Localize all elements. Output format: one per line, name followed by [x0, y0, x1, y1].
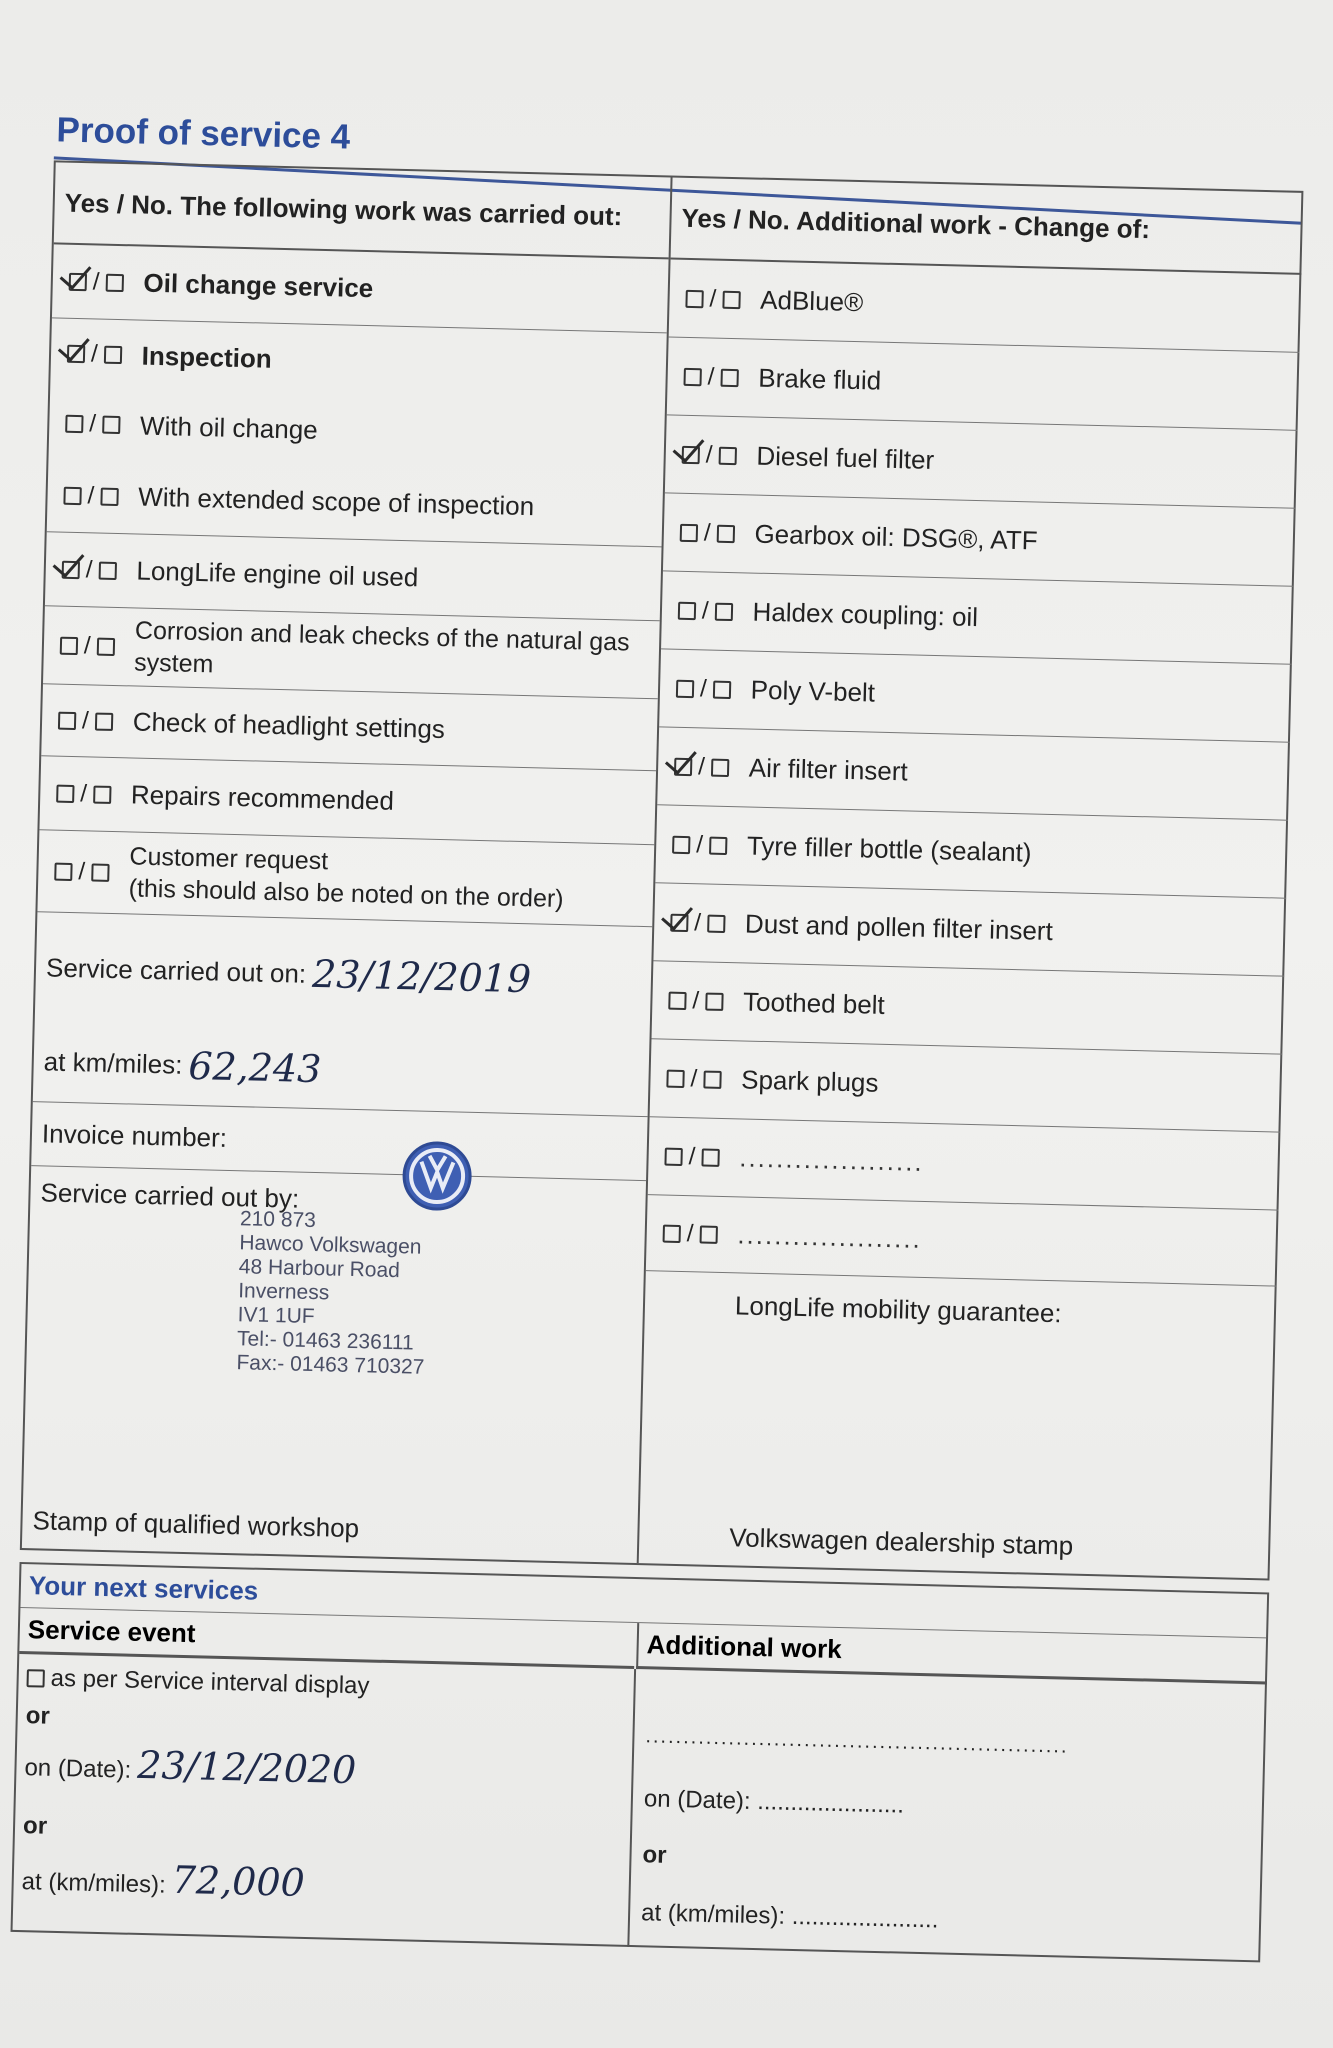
no-checkbox[interactable]: [91, 863, 109, 881]
yes-no-checkbox[interactable]: /: [658, 1142, 725, 1172]
mobility-guarantee-label: LongLife mobility guarantee:: [734, 1290, 1062, 1329]
dealership-stamp-row: [639, 1507, 1271, 1578]
yes-no-checkbox[interactable]: /: [63, 267, 130, 297]
item-label: Inspection: [141, 340, 273, 374]
item-label: Gearbox oil: DSG®, ATF: [754, 518, 1038, 556]
yes-no-checkbox[interactable]: /: [52, 706, 119, 736]
item-label: With oil change: [139, 410, 319, 445]
item-label: Dust and pollen filter insert: [744, 908, 1054, 947]
yes-no-checkbox[interactable]: /: [674, 518, 741, 548]
item-label: Spark plugs: [740, 1064, 879, 1099]
no-checkbox[interactable]: [714, 602, 732, 620]
stamp-line: 210 873: [239, 1207, 317, 1233]
no-checkbox[interactable]: [104, 346, 122, 364]
yes-checkbox[interactable]: [676, 679, 694, 697]
service-sheet: [0, 70, 1310, 2000]
next-services-title: Your next services: [20, 1564, 1267, 1638]
no-checkbox[interactable]: [713, 680, 731, 698]
item-label: Tyre filler bottle (sealant): [746, 830, 1032, 868]
item-label: [128, 842, 564, 915]
no-checkbox[interactable]: [699, 1225, 717, 1243]
yes-checkbox[interactable]: [680, 523, 698, 541]
next-column-divider: [627, 1669, 636, 1947]
yes-checkbox[interactable]: [58, 711, 76, 729]
item-label: Poly V-belt: [750, 674, 876, 708]
stamp-line: Hawco Volkswagen: [239, 1231, 422, 1259]
yes-checkbox[interactable]: [678, 601, 696, 619]
yes-checkbox[interactable]: [69, 272, 87, 290]
item-label: Brake fluid: [757, 362, 882, 396]
interval-option[interactable]: [26, 1664, 369, 1700]
no-checkbox[interactable]: [716, 524, 734, 542]
yes-no-checkbox[interactable]: /: [54, 631, 121, 661]
no-checkbox[interactable]: [102, 416, 120, 434]
stamp-line: Inverness: [237, 1279, 330, 1305]
no-checkbox[interactable]: [98, 561, 116, 579]
service-date-value[interactable]: 23/12/2019: [311, 951, 532, 1002]
item-label: Oil change service: [143, 267, 374, 304]
blank-entry-line[interactable]: ....................: [738, 1142, 925, 1178]
yes-checkbox[interactable]: [682, 445, 700, 463]
vw-logo-icon: [400, 1139, 474, 1213]
next-km-field[interactable]: [21, 1854, 305, 1905]
yes-no-checkbox[interactable]: /: [48, 857, 115, 887]
no-checkbox[interactable]: [93, 785, 111, 803]
next-date-field[interactable]: [24, 1740, 357, 1792]
yes-checkbox[interactable]: [663, 1224, 681, 1242]
item-label: Diesel fuel filter: [756, 440, 935, 476]
yes-no-checkbox[interactable]: /: [50, 779, 117, 809]
yes-no-checkbox[interactable]: /: [670, 674, 737, 704]
item-label: Toothed belt: [742, 986, 886, 1021]
item-label: With extended scope of inspection: [137, 481, 535, 522]
item-label: Check of headlight settings: [132, 706, 446, 745]
workshop-stamp-label: Stamp of qualified workshop: [32, 1505, 360, 1543]
yes-checkbox[interactable]: [685, 289, 703, 307]
yes-no-checkbox[interactable]: /: [672, 596, 739, 626]
or-label: or: [25, 1702, 51, 1730]
right-column-header: Yes / No. Additional work - Change of:: [671, 177, 1304, 274]
or-label: or: [642, 1841, 667, 1869]
no-checkbox[interactable]: [95, 712, 113, 730]
no-checkbox[interactable]: [701, 1148, 719, 1166]
yes-checkbox[interactable]: [60, 636, 78, 654]
left-row-corrosion-check[interactable]: [43, 606, 660, 699]
blank-entry-line[interactable]: ....................: [737, 1219, 923, 1255]
km-value[interactable]: 62,243: [187, 1043, 322, 1091]
no-checkbox[interactable]: [105, 273, 123, 291]
item-label: Haldex coupling: oil: [752, 596, 979, 633]
interval-checkbox[interactable]: [26, 1669, 44, 1687]
yes-checkbox[interactable]: [670, 913, 688, 931]
invoice-label: Invoice number:: [41, 1118, 228, 1154]
service-date-row: [35, 912, 653, 1037]
yes-checkbox[interactable]: [668, 991, 686, 1009]
dealership-stamp-label: Volkswagen dealership stamp: [728, 1522, 1074, 1561]
yes-checkbox[interactable]: [56, 784, 74, 802]
yes-no-checkbox[interactable]: /: [59, 410, 126, 440]
no-checkbox[interactable]: [705, 992, 723, 1010]
customer-request-label: Customer request: [129, 842, 329, 876]
yes-no-checkbox[interactable]: /: [660, 1064, 727, 1094]
yes-no-checkbox[interactable]: /: [664, 908, 731, 938]
left-column-header: Yes / No. The following work was carried out:: [54, 162, 671, 259]
page-title: Proof of service 4: [56, 110, 351, 157]
item-label: AdBlue®: [759, 284, 864, 318]
yes-no-checkbox[interactable]: /: [679, 284, 746, 314]
at-km-value[interactable]: 72,000: [171, 1857, 306, 1906]
no-checkbox[interactable]: [718, 446, 736, 464]
service-date-label: Service carried out on:: [45, 952, 307, 989]
additional-work-header: Additional work: [636, 1623, 1268, 1684]
no-checkbox[interactable]: [703, 1070, 721, 1088]
yes-checkbox[interactable]: [672, 835, 690, 853]
no-checkbox[interactable]: [720, 368, 738, 386]
item-label: Corrosion and leak checks of the natural gas system: [133, 616, 630, 678]
km-label: at km/miles:: [43, 1046, 183, 1081]
yes-no-checkbox[interactable]: /: [675, 440, 742, 470]
yes-no-checkbox[interactable]: /: [57, 481, 124, 511]
yes-checkbox[interactable]: [54, 862, 72, 880]
yes-checkbox[interactable]: [67, 345, 85, 363]
yes-no-checkbox[interactable]: /: [61, 340, 128, 370]
on-date-label: on (Date):: [24, 1754, 132, 1784]
right-on-date[interactable]: on (Date): ......................: [643, 1785, 905, 1819]
or-label: or: [22, 1812, 48, 1840]
yes-no-checkbox[interactable]: /: [666, 830, 733, 860]
right-at-km[interactable]: at (km/miles): ......................: [640, 1899, 939, 1934]
workshop-stamp-row: [22, 1492, 638, 1563]
no-checkbox[interactable]: [711, 758, 729, 776]
interval-label: as per Service interval display: [50, 1664, 370, 1700]
service-event-header: Service event: [19, 1608, 635, 1669]
next-services-table: [11, 1562, 1270, 1962]
proof-of-service-table: [20, 160, 1304, 1580]
stamp-line: 48 Harbour Road: [238, 1255, 401, 1283]
yes-checkbox[interactable]: [683, 367, 701, 385]
additional-work-line[interactable]: ........................................................: [645, 1725, 1069, 1758]
yes-checkbox[interactable]: [62, 560, 80, 578]
yes-checkbox[interactable]: [664, 1147, 682, 1165]
no-checkbox[interactable]: [722, 290, 740, 308]
item-label: LongLife engine oil used: [136, 555, 419, 593]
at-km-label: at (km/miles):: [21, 1868, 167, 1899]
no-checkbox[interactable]: [707, 914, 725, 932]
yes-checkbox[interactable]: [65, 415, 83, 433]
left-row-customer-request[interactable]: [37, 830, 654, 927]
yes-no-checkbox[interactable]: /: [656, 1219, 723, 1249]
no-checkbox[interactable]: [96, 637, 114, 655]
item-label: Repairs recommended: [130, 779, 395, 817]
service-by-label: Service carried out by:: [40, 1177, 300, 1214]
yes-checkbox[interactable]: [666, 1069, 684, 1087]
yes-no-checkbox[interactable]: /: [677, 362, 744, 392]
yes-no-checkbox[interactable]: /: [55, 555, 122, 585]
customer-request-note: (this should also be noted on the order): [128, 873, 564, 913]
no-checkbox[interactable]: [709, 836, 727, 854]
yes-no-checkbox[interactable]: /: [662, 986, 729, 1016]
yes-no-checkbox[interactable]: /: [668, 752, 735, 782]
on-date-value[interactable]: 23/12/2020: [136, 1742, 357, 1793]
workshop-stamp: [236, 1207, 470, 1381]
stamp-line: Fax:- 01463 710327: [236, 1351, 425, 1379]
stamp-line: Tel:- 01463 236111: [236, 1327, 414, 1355]
yes-checkbox[interactable]: [674, 757, 692, 775]
km-row: [33, 1022, 650, 1117]
item-label: Air filter insert: [748, 752, 909, 787]
yes-checkbox[interactable]: [63, 486, 81, 504]
no-checkbox[interactable]: [100, 487, 118, 505]
stamp-line: IV1 1UF: [237, 1303, 315, 1329]
